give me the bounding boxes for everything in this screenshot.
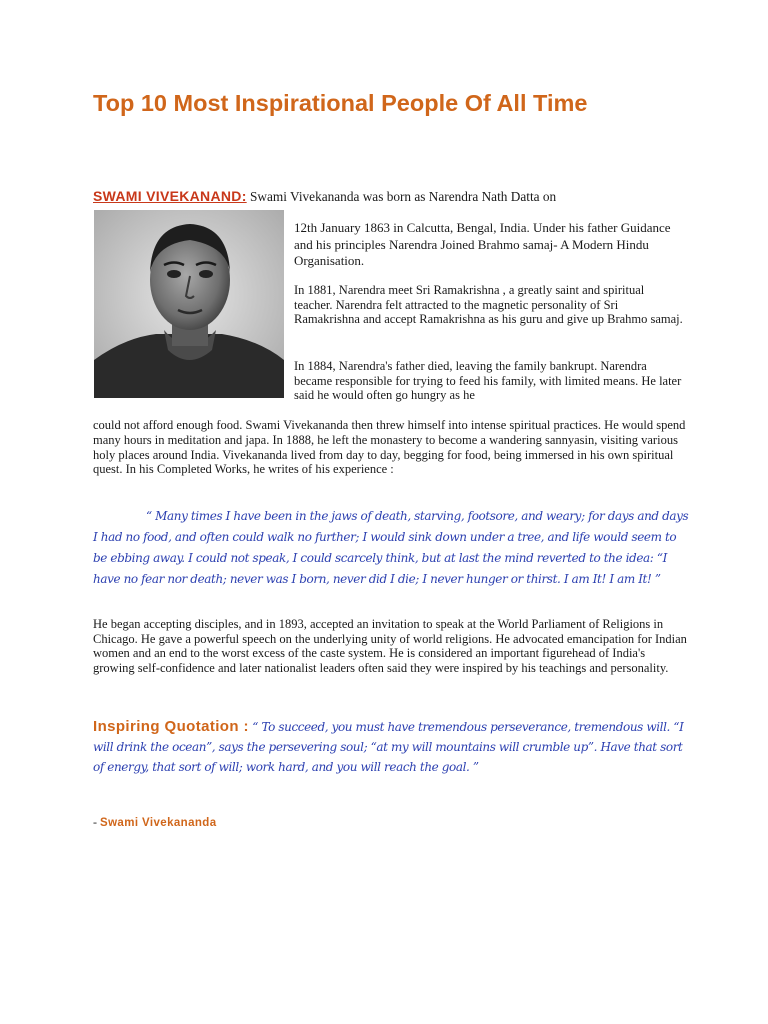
attribution-name: Swami Vivekananda [100,817,217,829]
section-heading [93,187,733,206]
paragraph-spiritual-practice: could not afford enough food. Swami Vivekananda then threw himself into intense spiritual practices. He would spend many hours in meditation and japa. In 1888, he left the monastery to become a wandering sannyasin, visiting various holy places around India. Vivekananda lived from day to day, begging for food, being immersed in his own spiritual quest. In his Completed Works, he writes of his experience : [93,418,686,477]
paragraph-birth: 12th January 1863 in Calcutta, Bengal, India. Under his father Guidance and his principles Narendra Joined Brahmo samaj- A Modern Hindu Organisation. [294,220,671,268]
experience-quote [93,506,693,590]
section-name: SWAMI VIVEKANAND: [93,188,247,204]
attribution-dash: - [93,815,100,829]
section-intro: Swami Vivekananda was born as Narendra Nath Datta on [246,189,557,204]
inspiring-quotation-text: “ To succeed, you must have tremendous perseverance, tremendous will. “I will drink the ocean”, says the persevering soul; “at my will mountains will crumble up”. Have that sort of energy, that sort of will; work hard, and you will reach the goal. ” [93,720,684,774]
paragraph-chicago: He began accepting disciples, and in 1893, accepted an invitation to speak at the World Parliament of Religions in Chicago. He gave a powerful speech on the underlying unity of world religions. He advocated emancipation for Indian women and an end to the worst excess of the caste system. He is considered an important figurehead of India's growing self-confidence and later nationalist leaders often said they were inspired by his teachings and personality. [93,617,687,675]
portrait-photo [94,210,284,398]
inspiring-quotation [93,717,693,777]
inspiring-quotation-label: Inspiring Quotation : [93,718,249,735]
attribution [93,815,217,830]
paragraph-bankrupt: In 1884, Narendra's father died, leaving the family bankrupt. Narendra became responsible for trying to feed his family, with limited means. He later said he would often go hungry as he [294,359,682,403]
paragraph-ramakrishna: In 1881, Narendra meet Sri Ramakrishna , a greatly saint and spiritual teacher. Narendra felt attracted to the magnetic personality of Sri Ramakrishna and accept Ramakrishna as his guru and give up Brahmo samaj. [294,283,683,327]
quote-text: “ Many times I have been in the jaws of death, starving, footsore, and weary; for days and days I had no food, and often could walk no further; I would sink down under a tree, and life would seem to be ebbing away. I could not speak, I could scarcely think, but at last the mind reverted to the idea: “I have no fear nor death; never was I born, never did I die; I never hunger or thirst. I am It! I am It! ” [93,509,689,586]
page-title: Top 10 Most Inspirational People Of All Time [93,90,588,116]
